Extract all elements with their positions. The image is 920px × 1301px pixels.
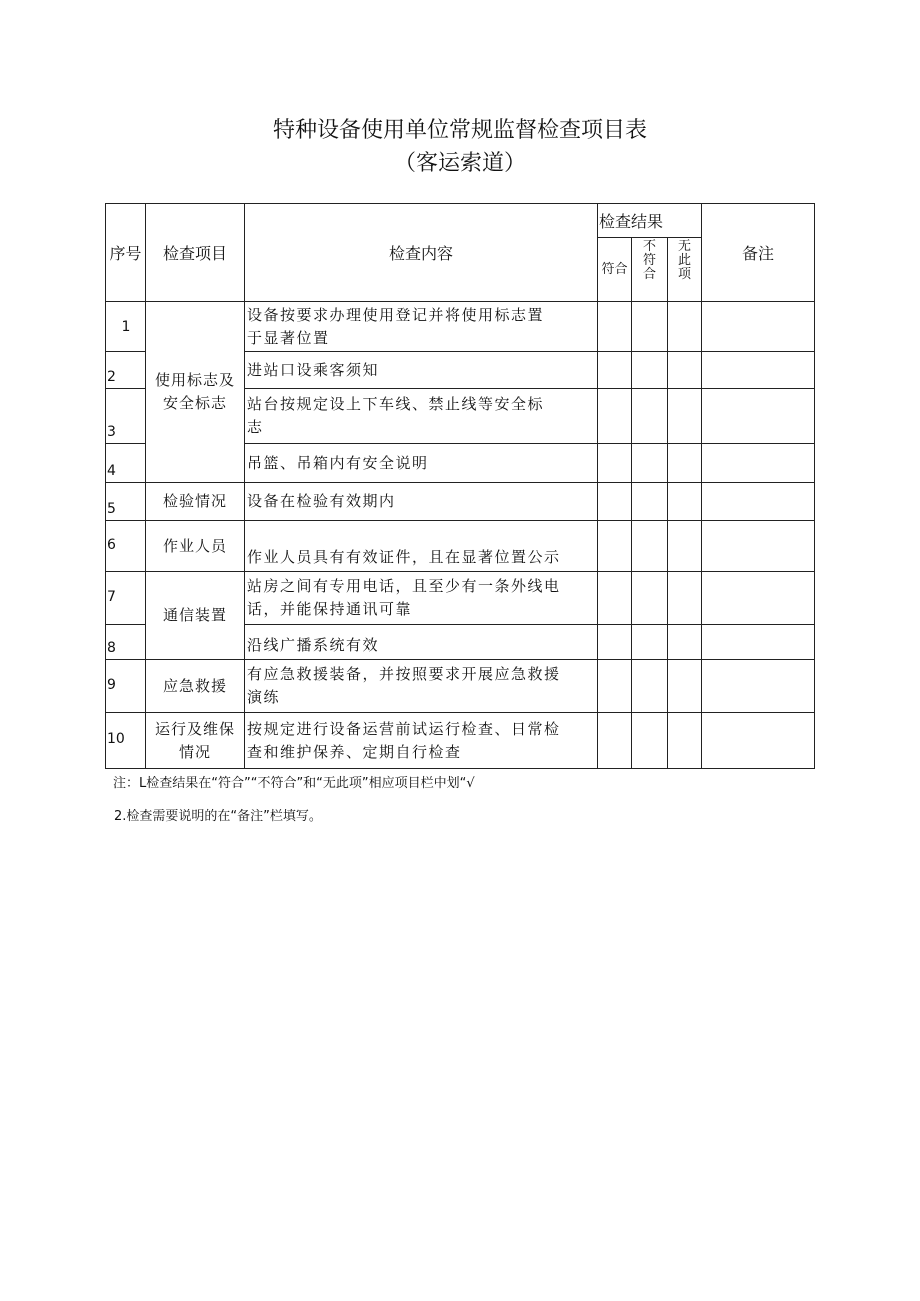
pass-cell[interactable] <box>598 625 632 660</box>
pass-cell[interactable] <box>598 713 632 769</box>
fail-cell[interactable] <box>632 625 668 660</box>
remarks-cell[interactable] <box>702 625 815 660</box>
remarks-cell[interactable] <box>702 483 815 521</box>
fail-header-char: 符 <box>642 253 656 268</box>
table-row <box>106 660 815 713</box>
remarks-cell[interactable] <box>702 444 815 483</box>
row-content-line: 设备按要求办理使用登记并将使用标志置 <box>247 305 545 324</box>
row-seq: 5 <box>106 483 146 521</box>
na-cell[interactable] <box>668 572 702 625</box>
remarks-cell[interactable] <box>702 302 815 352</box>
row-item <box>146 302 245 483</box>
row-item: 通信装置 <box>146 572 245 660</box>
row-content-line: 作业人员具有有效证件，且在显著位置公示 <box>247 548 561 566</box>
na-header <box>668 238 702 302</box>
na-cell[interactable] <box>668 483 702 521</box>
row-content-line: 有应急救援装备，并按照要求开展应急救援 <box>247 665 561 683</box>
na-cell[interactable] <box>668 389 702 444</box>
row-item <box>146 713 245 769</box>
row-content <box>245 521 598 572</box>
row-seq: 3 <box>106 389 146 444</box>
row-content-line: 话，并能保持通讯可靠 <box>247 600 413 618</box>
row-content <box>245 444 598 483</box>
na-cell[interactable] <box>668 660 702 713</box>
na-cell[interactable] <box>668 444 702 483</box>
table-row <box>106 302 815 352</box>
remarks-cell[interactable] <box>702 713 815 769</box>
row-content <box>245 713 598 769</box>
row-content-line: 设备在检验有效期内 <box>247 492 396 510</box>
header-row <box>106 204 815 238</box>
pass-cell[interactable] <box>598 352 632 389</box>
fail-cell[interactable] <box>632 483 668 521</box>
row-seq: 6 <box>106 521 146 572</box>
row-seq: 2 <box>106 352 146 389</box>
seq-header: 序号 <box>106 204 146 302</box>
na-header-char: 项 <box>677 267 691 282</box>
row-content-line: 按规定进行设备运营前试运行检查、日常检 <box>247 719 561 738</box>
fail-cell[interactable] <box>632 713 668 769</box>
fail-cell[interactable] <box>632 389 668 444</box>
item-header: 检查项目 <box>146 204 245 302</box>
row-item: 检验情况 <box>146 483 245 521</box>
row-content <box>245 302 598 352</box>
row-content-line: 进站口设乘客须知 <box>247 360 380 379</box>
na-cell[interactable] <box>668 352 702 389</box>
row-content-line: 吊篮、吊箱内有安全说明 <box>247 453 429 472</box>
row-content-line: 站台按规定设上下车线、禁止线等安全标 <box>247 395 545 413</box>
pass-cell[interactable] <box>598 572 632 625</box>
na-cell[interactable] <box>668 713 702 769</box>
na-header-char: 无 <box>677 239 691 254</box>
table-row <box>106 521 815 572</box>
pass-cell[interactable] <box>598 444 632 483</box>
na-cell[interactable] <box>668 625 702 660</box>
row-item-line: 运行及维保 <box>154 719 235 738</box>
row-item-line: 安全标志 <box>162 394 227 412</box>
row-seq: 7 <box>106 572 146 625</box>
na-header-char: 此 <box>677 253 691 268</box>
row-item: 应急救援 <box>146 660 245 713</box>
document-subtitle: （客运索道） <box>393 151 526 176</box>
row-content <box>245 572 598 625</box>
pass-header: 符合 <box>598 238 632 302</box>
row-content <box>245 483 598 521</box>
row-seq: 1 <box>106 302 146 352</box>
table-row <box>106 572 815 625</box>
fail-cell[interactable] <box>632 521 668 572</box>
row-content-line: 沿线广播系统有效 <box>247 636 380 654</box>
remarks-cell[interactable] <box>702 352 815 389</box>
row-content-line: 演练 <box>247 688 281 706</box>
pass-cell[interactable] <box>598 389 632 444</box>
table-row <box>106 483 815 521</box>
na-cell[interactable] <box>668 302 702 352</box>
remarks-cell[interactable] <box>702 572 815 625</box>
row-seq: 4 <box>106 444 146 483</box>
remarks-cell[interactable] <box>702 389 815 444</box>
fail-cell[interactable] <box>632 302 668 352</box>
row-seq: 10 <box>106 713 146 769</box>
pass-cell[interactable] <box>598 660 632 713</box>
fail-header-char: 合 <box>642 267 656 282</box>
row-content <box>245 389 598 444</box>
document-title: 特种设备使用单位常规监督检查项目表 <box>272 118 647 143</box>
row-content <box>245 660 598 713</box>
results-header: 检查结果 <box>598 204 702 238</box>
row-content <box>245 625 598 660</box>
row-item-line: 使用标志及 <box>154 371 235 389</box>
row-content-line: 于显著位置 <box>247 328 330 347</box>
footnote-2: 2.检查需要说明的在“备注”栏填写。 <box>114 809 322 824</box>
row-seq: 8 <box>106 625 146 660</box>
row-content-line: 查和维护保养、定期自行检查 <box>247 742 462 761</box>
row-seq: 9 <box>106 660 146 713</box>
fail-cell[interactable] <box>632 352 668 389</box>
row-content <box>245 352 598 389</box>
remarks-cell[interactable] <box>702 660 815 713</box>
footnote-1: 注：L检查结果在“符合”“不符合”和“无此项”相应项目栏中划“√ <box>113 776 475 791</box>
pass-cell[interactable] <box>598 302 632 352</box>
inspection-table <box>105 203 815 769</box>
table-row <box>106 713 815 769</box>
fail-cell[interactable] <box>632 572 668 625</box>
content-header: 检查内容 <box>245 204 598 302</box>
fail-header <box>632 238 668 302</box>
row-item-line: 情况 <box>178 742 211 761</box>
pass-cell[interactable] <box>598 483 632 521</box>
remarks-header: 备注 <box>702 204 815 302</box>
remarks-cell[interactable] <box>702 521 815 572</box>
fail-header-char: 不 <box>642 239 656 254</box>
fail-cell[interactable] <box>632 660 668 713</box>
row-item: 作业人员 <box>146 521 245 572</box>
fail-cell[interactable] <box>632 444 668 483</box>
na-cell[interactable] <box>668 521 702 572</box>
row-content-line: 站房之间有专用电话，且至少有一条外线电 <box>247 577 561 595</box>
row-content-line: 志 <box>247 418 264 436</box>
pass-cell[interactable] <box>598 521 632 572</box>
